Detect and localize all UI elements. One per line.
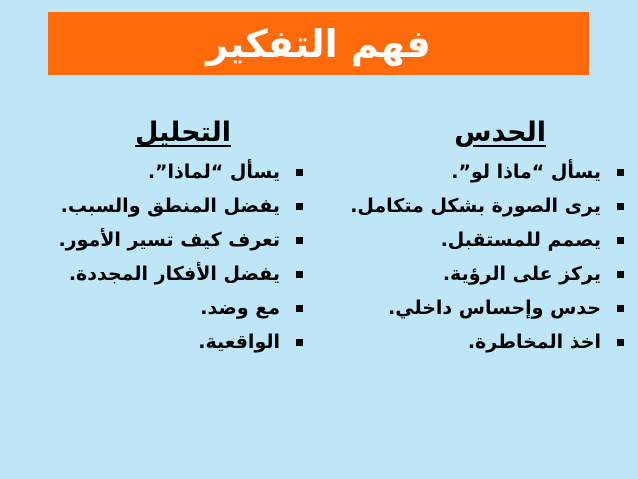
square-bullet-icon <box>296 305 303 312</box>
list-item-text: يفضل المنطق والسبب. <box>60 195 280 217</box>
list-item <box>324 223 624 257</box>
analysis-heading: التحليل <box>134 117 231 148</box>
analysis-column <box>5 115 303 359</box>
list-item-text: يصمم للمستقبل. <box>440 229 601 251</box>
square-bullet-icon <box>617 237 624 244</box>
list-item-text: يسأل “لماذا”. <box>147 161 280 183</box>
square-bullet-icon <box>296 203 303 210</box>
list-item-text: اخذ المخاطرة. <box>467 331 601 353</box>
list-item <box>324 325 624 359</box>
list-item-text: يسأل “ماذا لو”. <box>451 161 601 183</box>
list-item-text: تعرف كيف تسير الأمور. <box>58 229 280 251</box>
square-bullet-icon <box>296 237 303 244</box>
title-banner <box>48 12 589 75</box>
list-item <box>324 257 624 291</box>
list-item-text: يفضل الأفكار المجددة. <box>68 263 280 285</box>
list-item <box>5 325 303 359</box>
square-bullet-icon <box>617 271 624 278</box>
list-item <box>5 291 303 325</box>
square-bullet-icon <box>617 169 624 176</box>
list-item-text: يرى الصورة بشكل متكامل. <box>350 195 601 217</box>
list-item-text: الواقعية. <box>198 331 280 353</box>
square-bullet-icon <box>617 339 624 346</box>
list-item <box>5 223 303 257</box>
square-bullet-icon <box>296 271 303 278</box>
page-title: فهم التفكير <box>206 21 431 66</box>
list-item <box>324 155 624 189</box>
list-item-text: حدس وإحساس داخلي. <box>388 297 601 319</box>
square-bullet-icon <box>617 305 624 312</box>
list-item-text: مع وضد. <box>200 297 280 319</box>
intuition-list <box>324 155 624 359</box>
intuition-heading: الحدس <box>454 117 546 148</box>
list-item <box>5 155 303 189</box>
square-bullet-icon <box>296 169 303 176</box>
square-bullet-icon <box>296 339 303 346</box>
list-item <box>324 189 624 223</box>
list-item <box>5 189 303 223</box>
list-item-text: يركز على الرؤية. <box>442 263 601 285</box>
analysis-list <box>5 155 303 359</box>
square-bullet-icon <box>617 203 624 210</box>
list-item <box>5 257 303 291</box>
intuition-column <box>324 115 624 359</box>
list-item <box>324 291 624 325</box>
